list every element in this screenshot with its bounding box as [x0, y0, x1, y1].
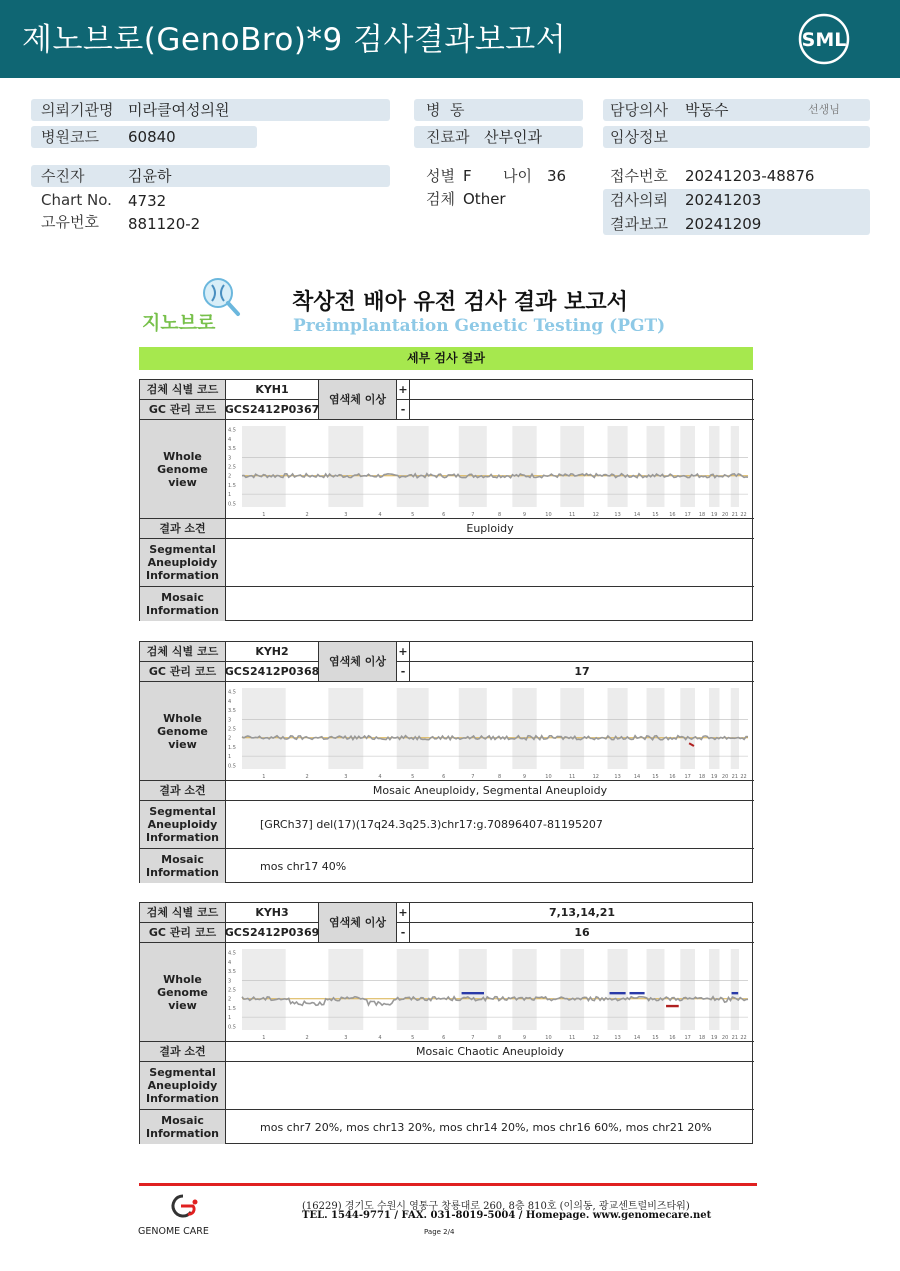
finding-value: Mosaic Chaotic Aneuploidy — [226, 1042, 754, 1062]
doctor-suffix: 선생님 — [808, 103, 840, 116]
chromosome-tick-label: 3 — [344, 512, 348, 518]
chromosome-tick-label: 1 — [262, 512, 266, 518]
chromosome-tick-label: 2 — [305, 774, 309, 780]
mosaic-value: mos chr7 20%, mos chr13 20%, mos chr14 20%, mos chr16 60%, mos chr21 20% — [260, 1120, 712, 1134]
gain-sign: + — [397, 380, 410, 400]
loss-sign: - — [397, 923, 410, 943]
gc-code-label: GC 관리 코드 — [140, 923, 226, 943]
specimen-code-label: 검체 식별 코드 — [140, 903, 226, 923]
copy-number-tick-label: 4.5 — [228, 950, 236, 957]
chromosome-tick-label: 15 — [652, 512, 659, 518]
copy-number-tick-label: 3.5 — [228, 708, 236, 715]
section-title: 세부 검사 결과 — [139, 347, 753, 370]
segmental-value — [226, 539, 754, 587]
chromosome-tick-label: 22 — [740, 774, 747, 780]
chromosome-tick-label: 9 — [522, 1035, 527, 1041]
chromosome-tick-label: 10 — [545, 512, 552, 518]
doctor-label: 담당의사 — [610, 101, 668, 119]
sample-block — [139, 902, 753, 1144]
chromosome-tick-label: 11 — [569, 774, 576, 780]
chromosome-tick-label: 19 — [711, 512, 718, 518]
chromosome-tick-label: 18 — [698, 1035, 706, 1041]
sex-value: F — [463, 167, 472, 185]
specimen-code-value: KYH3 — [226, 903, 319, 923]
specimen-code-label: 검체 식별 코드 — [140, 380, 226, 400]
institution-label: 의뢰기관명 — [41, 101, 114, 119]
chromosome-band — [512, 949, 536, 1030]
department-label: 진료과 — [426, 128, 470, 146]
loss-sign: - — [397, 400, 410, 420]
sample-block — [139, 641, 753, 883]
chromosome-tick-label: 22 — [740, 512, 747, 518]
chromosome-tick-label: 14 — [633, 1035, 641, 1041]
finding-label: 결과 소견 — [140, 781, 226, 801]
chromosome-tick-label: 13 — [614, 774, 621, 780]
report-title: 착상전 배아 유전 검사 결과 보고서 — [292, 290, 628, 315]
loss-chromosomes — [410, 400, 754, 420]
copy-number-tick-label: 0.5 — [228, 501, 236, 508]
chromosome-band — [608, 426, 628, 507]
chromosome-tick-label: 15 — [652, 774, 659, 780]
specimen-value: Other — [463, 190, 506, 208]
sample-block — [139, 379, 753, 621]
whole-genome-label: Whole Genome view — [140, 420, 226, 519]
chromosome-band — [608, 688, 628, 769]
specimen-code-value: KYH1 — [226, 380, 319, 400]
copy-number-tick-label: 2.5 — [228, 464, 236, 471]
chromosome-tick-label: 5 — [411, 512, 415, 518]
chromosome-tick-label: 18 — [698, 512, 706, 518]
chromosome-band — [731, 426, 739, 507]
chromosome-tick-label: 8 — [497, 512, 502, 518]
chromosome-band — [709, 426, 719, 507]
chromosome-tick-label: 20 — [721, 512, 729, 518]
chromosome-tick-label: 6 — [442, 512, 446, 518]
chromosome-band — [646, 426, 664, 507]
chromosome-band — [328, 949, 363, 1030]
specimen-code-value: KYH2 — [226, 642, 319, 662]
chromosome-tick-label: 11 — [569, 1035, 576, 1041]
chromosome-tick-label: 17 — [684, 512, 691, 518]
genobro-logo-text: 지노브로 — [142, 312, 216, 334]
whole-genome-view — [226, 420, 754, 519]
chromosome-band — [459, 426, 487, 507]
finding-value: Euploidy — [226, 519, 754, 539]
segmental-label: Segmental Aneuploidy Information — [140, 539, 226, 587]
chromosome-band — [646, 688, 664, 769]
id-label: 고유번호 — [41, 213, 99, 231]
chromosome-band — [731, 949, 739, 1030]
clinical-label: 임상정보 — [610, 128, 668, 146]
copy-number-tick-label: 1.5 — [228, 482, 236, 489]
genome-plot — [226, 420, 754, 519]
report-subtitle: Preimplantation Genetic Testing (PGT) — [293, 316, 666, 336]
chromosome-band — [512, 688, 536, 769]
chromosome-band — [328, 688, 363, 769]
copy-number-tick-label: 0.5 — [228, 1024, 236, 1031]
request-label: 검사의뢰 — [610, 191, 668, 209]
chart-value: 4732 — [128, 192, 167, 210]
abnormal-label: 염색체 이상 — [319, 642, 397, 682]
chromosome-band — [560, 688, 584, 769]
segmental-value: [GRCh37] del(17)(17q24.3q25.3)chr17:g.70896407-81195207 — [226, 801, 754, 849]
copy-number-tick-label: 3.5 — [228, 969, 236, 976]
chromosome-tick-label: 9 — [522, 774, 527, 780]
copy-number-tick-label: 4.5 — [228, 427, 236, 434]
sex-label: 성별 — [426, 167, 455, 185]
genobro-logo-icon — [140, 276, 250, 336]
page-title: 제노브로(GenoBro)*9 검사결과보고서 — [22, 22, 567, 58]
chromosome-tick-label: 19 — [711, 1035, 718, 1041]
chromosome-tick-label: 13 — [614, 1035, 621, 1041]
gain-sign: + — [397, 903, 410, 923]
gain-chromosomes: 7,13,14,21 — [410, 903, 754, 923]
result-value: 20241209 — [685, 215, 762, 233]
chromosome-tick-label: 12 — [592, 774, 599, 780]
copy-number-tick-label: 4 — [228, 959, 232, 966]
patient-value: 김윤하 — [128, 167, 172, 185]
gain-chromosomes — [410, 642, 754, 662]
whole-genome-view — [226, 682, 754, 781]
chromosome-tick-label: 1 — [262, 1035, 266, 1041]
gc-code-value: GCS2412P0369 — [226, 923, 319, 943]
gain-chromosomes — [410, 380, 754, 400]
chromosome-tick-label: 22 — [740, 1035, 747, 1041]
copy-number-tick-label: 4 — [228, 698, 232, 705]
mosaic-label: Mosaic Information — [140, 1110, 226, 1144]
chromosome-tick-label: 14 — [633, 774, 641, 780]
chromosome-band — [328, 426, 363, 507]
whole-genome-label: Whole Genome view — [140, 682, 226, 781]
abnormal-label: 염색체 이상 — [319, 380, 397, 420]
whole-genome-label: Whole Genome view — [140, 943, 226, 1042]
chromosome-tick-label: 10 — [545, 1035, 552, 1041]
copy-number-tick-label: 2 — [228, 996, 232, 1003]
chromosome-tick-label: 3 — [344, 774, 348, 780]
chromosome-band — [512, 426, 536, 507]
copy-number-tick-label: 3 — [228, 455, 232, 462]
chromosome-band — [560, 949, 584, 1030]
finding-label: 결과 소견 — [140, 1042, 226, 1062]
copy-number-tick-label: 3.5 — [228, 446, 236, 453]
chromosome-tick-label: 16 — [669, 774, 676, 780]
segmental-label: Segmental Aneuploidy Information — [140, 801, 226, 849]
id-value: 881120-2 — [128, 215, 201, 233]
chart-label: Chart No. — [41, 191, 112, 209]
copy-number-tick-label: 2 — [228, 735, 232, 742]
loss-chromosomes: 16 — [410, 923, 754, 943]
genome-plot — [226, 682, 754, 781]
chromosome-band — [646, 949, 664, 1030]
chromosome-tick-label: 21 — [731, 512, 739, 518]
chromosome-tick-label: 18 — [698, 774, 706, 780]
chromosome-tick-label: 9 — [522, 512, 527, 518]
ward-label: 병 동 — [426, 101, 465, 119]
chromosome-tick-label: 1 — [262, 774, 266, 780]
genome-care-logo-icon — [137, 1192, 229, 1238]
copy-number-tick-label: 1.5 — [228, 1005, 236, 1012]
page-number: Page 2/4 — [424, 1228, 455, 1236]
copy-number-tick-label: 4.5 — [228, 689, 236, 696]
mosaic-value: mos chr17 40% — [260, 859, 347, 873]
receipt-value: 20241203-48876 — [685, 167, 815, 185]
chromosome-band — [680, 688, 695, 769]
chromosome-tick-label: 12 — [592, 1035, 599, 1041]
chromosome-tick-label: 7 — [471, 774, 475, 780]
chromosome-tick-label: 20 — [721, 774, 729, 780]
chromosome-tick-label: 2 — [305, 1035, 309, 1041]
chromosome-tick-label: 7 — [471, 512, 475, 518]
chromosome-tick-label: 17 — [684, 774, 691, 780]
whole-genome-view — [226, 943, 754, 1042]
segmental-value — [226, 1062, 754, 1110]
chromosome-tick-label: 6 — [442, 1035, 446, 1041]
chromosome-band — [459, 688, 487, 769]
result-label: 결과보고 — [610, 215, 668, 233]
segmental-label: Segmental Aneuploidy Information — [140, 1062, 226, 1110]
specimen-label: 검체 — [426, 190, 455, 208]
chromosome-tick-label: 7 — [471, 1035, 475, 1041]
mosaic-label: Mosaic Information — [140, 587, 226, 621]
mosaic-value — [226, 587, 754, 621]
chromosome-tick-label: 3 — [344, 1035, 348, 1041]
specimen-code-label: 검체 식별 코드 — [140, 642, 226, 662]
chromosome-band — [397, 688, 429, 769]
copy-number-tick-label: 2.5 — [228, 726, 236, 733]
chromosome-band — [242, 688, 286, 769]
copy-number-tick-label: 2 — [228, 473, 232, 480]
chromosome-band — [731, 688, 739, 769]
chromosome-tick-label: 6 — [442, 774, 446, 780]
chromosome-tick-label: 5 — [411, 1035, 415, 1041]
footer-address: (16229) 경기도 수원시 영통구 창룡대로 260, 8층 810호 (이의동, 광교센트럴비즈타워) — [302, 1201, 690, 1212]
chromosome-band — [242, 426, 286, 507]
patient-label: 수진자 — [41, 167, 85, 185]
chromosome-band — [397, 426, 429, 507]
chromosome-tick-label: 21 — [731, 774, 739, 780]
chromosome-tick-label: 10 — [545, 774, 552, 780]
age-value: 36 — [547, 167, 567, 185]
chromosome-tick-label: 16 — [669, 1035, 676, 1041]
chromosome-band — [680, 426, 695, 507]
chromosome-tick-label: 20 — [721, 1035, 729, 1041]
chromosome-tick-label: 8 — [497, 774, 502, 780]
chromosome-tick-label: 5 — [411, 774, 415, 780]
abnormal-label: 염색체 이상 — [319, 903, 397, 943]
gc-code-value: GCS2412P0367 — [226, 400, 319, 420]
copy-number-tick-label: 1 — [228, 1015, 232, 1022]
chromosome-tick-label: 16 — [669, 512, 676, 518]
hospital-code-label: 병원코드 — [41, 128, 99, 146]
sml-logo-text: SML — [801, 29, 847, 51]
chromosome-tick-label: 19 — [711, 774, 718, 780]
copy-number-tick-label: 0.5 — [228, 763, 236, 770]
loss-chromosomes: 17 — [410, 662, 754, 682]
copy-number-tick-label: 3 — [228, 978, 232, 985]
mosaic-label: Mosaic Information — [140, 849, 226, 883]
footer-contact: TEL. 1544-9771 / FAX. 031-8019-5004 / Homepage. www.genomecare.net — [302, 1210, 712, 1221]
patient-row — [31, 165, 390, 187]
chromosome-band — [397, 949, 429, 1030]
gc-code-label: GC 관리 코드 — [140, 662, 226, 682]
chromosome-band — [242, 949, 286, 1030]
receipt-label: 접수번호 — [610, 167, 668, 185]
chromosome-band — [709, 688, 719, 769]
chromosome-tick-label: 21 — [731, 1035, 739, 1041]
chromosome-tick-label: 15 — [652, 1035, 659, 1041]
chromosome-band — [680, 949, 695, 1030]
finding-label: 결과 소견 — [140, 519, 226, 539]
gc-code-value: GCS2412P0368 — [226, 662, 319, 682]
finding-value: Mosaic Aneuploidy, Segmental Aneuploidy — [226, 781, 754, 801]
chromosome-tick-label: 12 — [592, 512, 599, 518]
chromosome-tick-label: 17 — [684, 1035, 691, 1041]
copy-number-tick-label: 1 — [228, 492, 232, 499]
genome-plot — [226, 943, 754, 1042]
institution-value: 미라클여성의원 — [128, 101, 230, 119]
chromosome-tick-label: 8 — [497, 1035, 502, 1041]
chromosome-tick-label: 14 — [633, 512, 641, 518]
header-bar — [0, 0, 900, 78]
copy-number-trace — [242, 997, 748, 1006]
doctor-value: 박동수 — [685, 101, 729, 119]
chromosome-band — [709, 949, 719, 1030]
gain-sign: + — [397, 642, 410, 662]
copy-number-tick-label: 3 — [228, 717, 232, 724]
chromosome-tick-label: 4 — [378, 774, 382, 780]
chromosome-tick-label: 2 — [305, 512, 309, 518]
copy-number-tick-label: 1.5 — [228, 744, 236, 751]
copy-number-tick-label: 4 — [228, 436, 232, 443]
chromosome-band — [560, 426, 584, 507]
loss-sign: - — [397, 662, 410, 682]
chromosome-tick-label: 4 — [378, 512, 382, 518]
chromosome-tick-label: 11 — [569, 512, 576, 518]
copy-number-tick-label: 1 — [228, 754, 232, 761]
sml-logo-icon — [796, 12, 854, 66]
chromosome-tick-label: 13 — [614, 512, 621, 518]
footer-divider — [139, 1183, 757, 1186]
chromosome-band — [608, 949, 628, 1030]
request-value: 20241203 — [685, 191, 762, 209]
department-value: 산부인과 — [484, 128, 542, 146]
copy-number-tick-label: 2.5 — [228, 987, 236, 994]
hospital-code-value: 60840 — [128, 128, 176, 146]
chromosome-tick-label: 4 — [378, 1035, 382, 1041]
genome-care-logo-text: GENOME CARE — [138, 1226, 209, 1237]
chromosome-band — [459, 949, 487, 1030]
age-label: 나이 — [503, 167, 532, 185]
gc-code-label: GC 관리 코드 — [140, 400, 226, 420]
